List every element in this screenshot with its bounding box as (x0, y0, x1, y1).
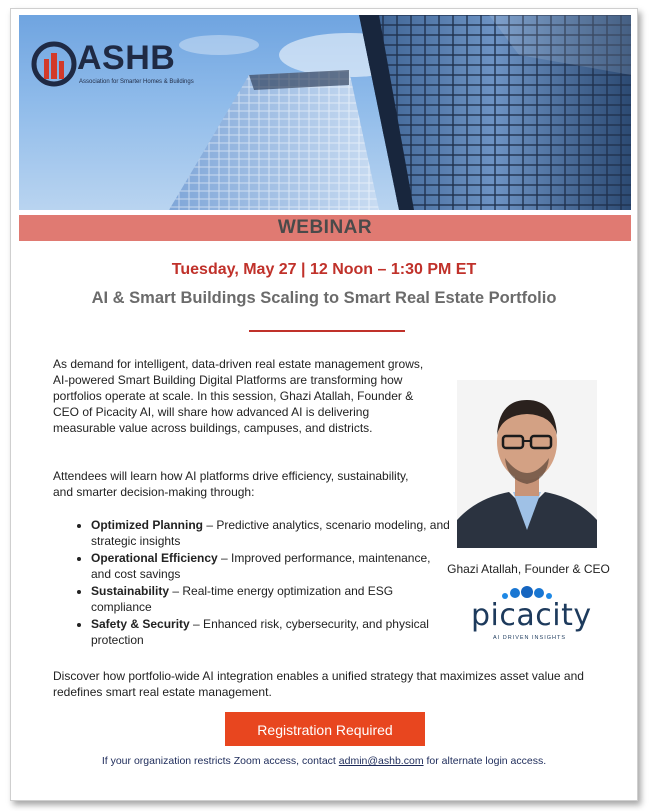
hero-image (19, 15, 631, 210)
speaker-caption: Ghazi Atallah, Founder & CEO (447, 562, 610, 576)
title-divider (249, 330, 405, 332)
closing-paragraph: Discover how portfolio-wide AI integration enables a unified strategy that maximizes asset value and redefines smart real estate management. (53, 669, 584, 699)
bullet-text: – Enhanced risk, cybersecurity, and physical protection (91, 617, 429, 647)
picacity-tagline: AI DRIVEN INSIGHTS (493, 635, 567, 641)
bullet-text: – Real-time energy optimization and ESG compliance (91, 584, 394, 614)
list-item (91, 616, 451, 648)
registration-button[interactable]: Registration Required (225, 712, 425, 746)
bullet-text: – Improved performance, maintenance, and cost savings (91, 551, 431, 581)
webinar-banner: WEBINAR (19, 215, 631, 241)
ashb-wordmark: ASHB (77, 39, 176, 77)
bullet-head: Safety & Security (91, 617, 190, 631)
list-item (91, 583, 451, 615)
bullet-head: Sustainability (91, 584, 170, 598)
list-item (91, 550, 451, 582)
event-datetime: Tuesday, May 27 | 12 Noon – 1:30 PM ET (171, 261, 477, 278)
admin-email-link[interactable]: admin@ashb.com (338, 755, 424, 767)
speaker-photo (457, 380, 597, 548)
benefits-list (71, 517, 451, 649)
ashb-subtitle: Association for Smarter Homes & Buildings (79, 79, 194, 85)
learn-paragraph: Attendees will learn how AI platforms drive efficiency, sustainability, and smarter decision-making through: (53, 469, 409, 499)
ashb-logo-icon (31, 41, 77, 87)
access-note (11, 755, 637, 767)
event-title: AI & Smart Buildings Scaling to Smart Real Estate Portfolio (91, 289, 557, 307)
list-item (91, 517, 451, 549)
ashb-logo (31, 41, 211, 91)
note-text-before: If your organization restricts Zoom access, contact (101, 755, 339, 767)
speaker-portrait-icon (457, 380, 597, 548)
bullet-head: Optimized Planning (91, 518, 204, 532)
note-text-after: for alternate login access. (423, 755, 547, 767)
intro-paragraph: As demand for intelligent, data-driven real estate management grows, AI-powered Smart Building Digital Platforms are transforming how portfolios operate at scale. In this session, Ghazi Atallah, Founder & CEO of Picacity AI, will share how advanced AI is delivering measurable value across buildings, campuses, and districts. (53, 357, 424, 435)
flyer-page (10, 8, 638, 801)
picacity-wordmark: picacity (471, 598, 592, 633)
bullet-head: Operational Efficiency (91, 551, 218, 565)
bullet-text: – Predictive analytics, scenario modeling, and strategic insights (91, 518, 450, 548)
picacity-logo (467, 584, 597, 644)
